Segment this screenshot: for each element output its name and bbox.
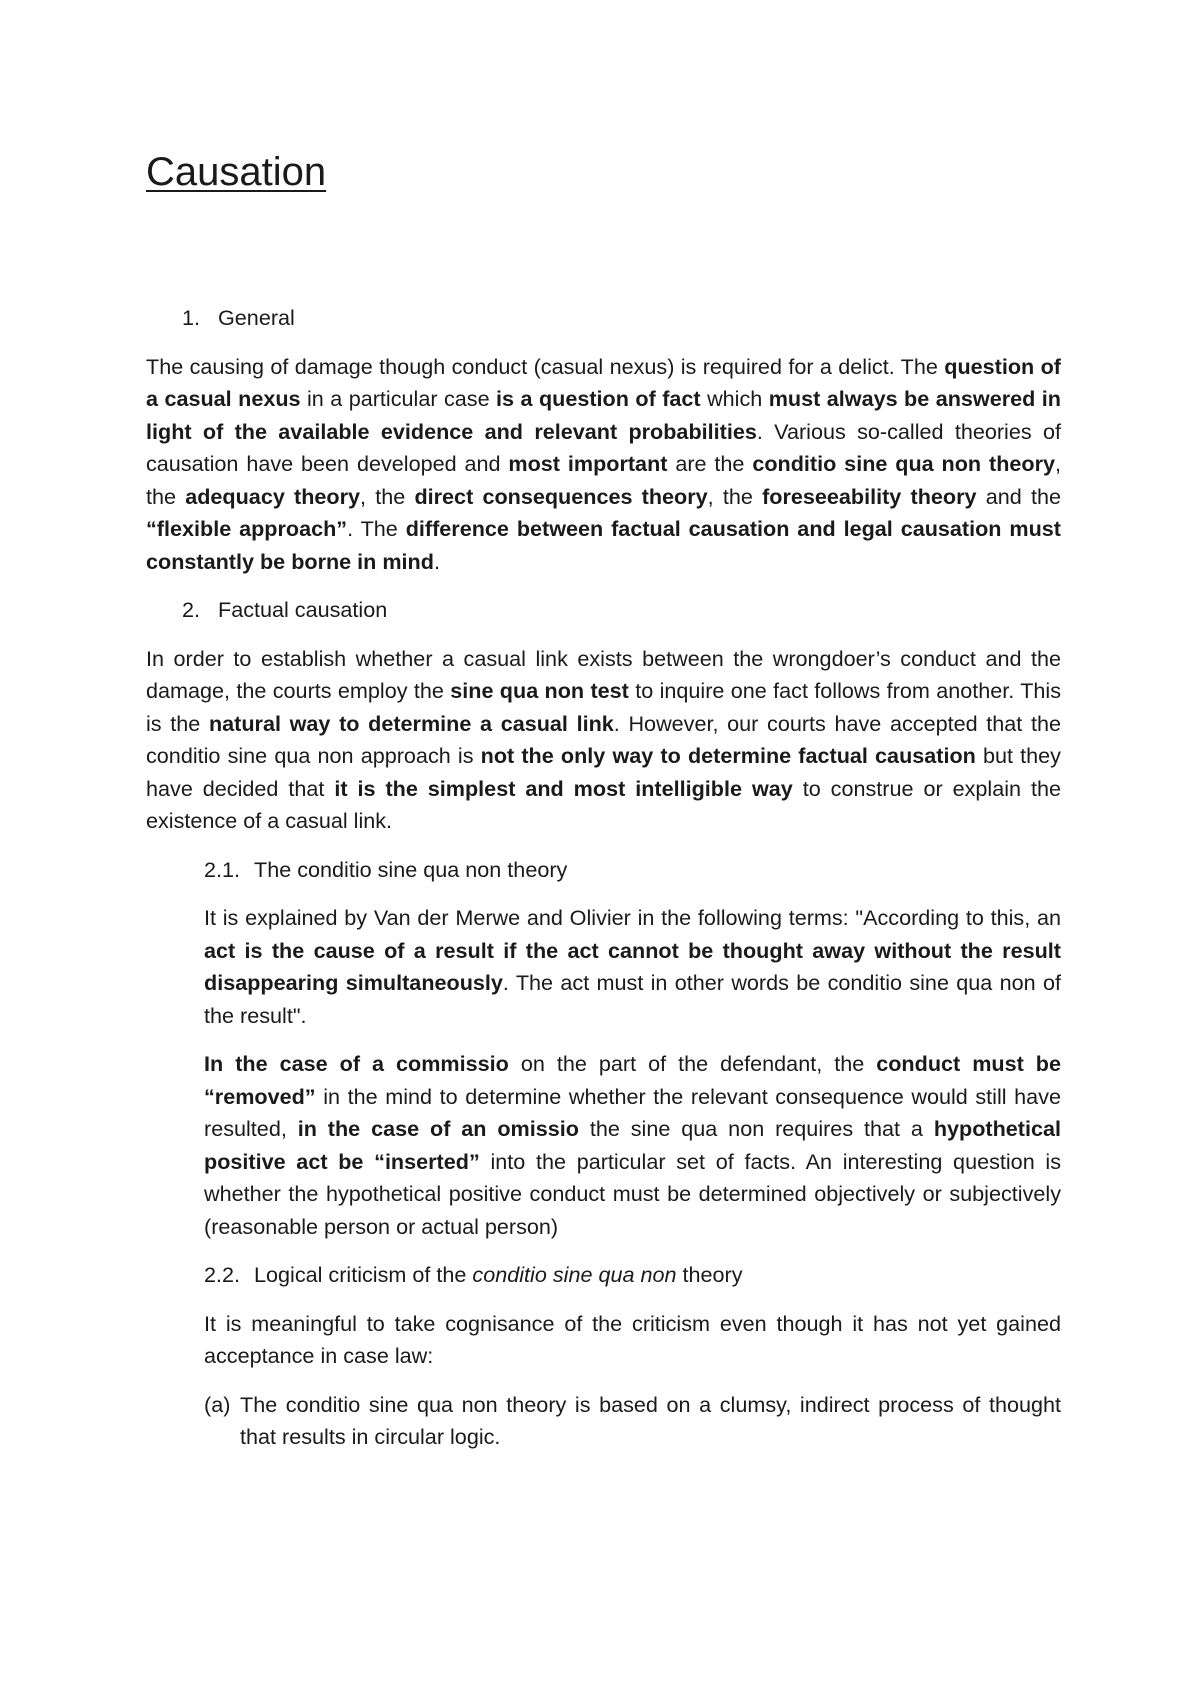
paragraph-criticism-intro: It is meaningful to take cognisance of the criticism even though it has not yet gained acceptance in case law: (204, 1310, 1061, 1368)
section-label: General (218, 305, 295, 330)
paragraph-factual-causation: In order to establish whether a casual link exists between the wrongdoer’s conduct and the damage, the courts employ the sine qua non test to inquire one fact follows from another. This is the natural way to determine a casual link. However, our courts have accepted that the conditio sine qua non approach is not the only way to determine factual causation but they have decided that it is the simplest and most intelligible way to construe or explain the existence of a casual link. (146, 645, 1061, 833)
subsection-heading-conditio (146, 854, 1061, 887)
paragraph-van-der-merwe: It is explained by Van der Merwe and Olivier in the following terms: "According to this, an act is the cause of a result if the act cannot be thought away without the result disappearing simultaneously. The act must in other words be conditio sine qua non of the result". (204, 905, 1061, 1028)
section-heading-general (146, 302, 1061, 335)
list-item-label: (a) (204, 1391, 231, 1417)
document-body (146, 302, 1061, 1454)
section-label: Factual causation (218, 597, 388, 622)
paragraph-general: The causing of damage though conduct (casual nexus) is required for a delict. The question of a casual nexus in a particular case is a question of fact which must always be answered in light of the available evidence and relevant probabilities. Various so-called theories of causation have been developed and most important are the conditio sine qua non theory, the adequacy theory, the direct consequences theory, the foreseeability theory and the “flexible approach”. The difference between factual causation and legal causation must constantly be borne in mind. (146, 353, 1061, 574)
section-number: 2. (182, 597, 201, 622)
subsection-heading-logical-criticism (146, 1259, 1061, 1292)
list-item-text: The conditio sine qua non theory is based on a clumsy, indirect process of thought that results in circular logic. (240, 1391, 1061, 1449)
section-label: The conditio sine qua non theory (254, 856, 568, 882)
section-label: Logical criticism of the conditio sine qua non theory (254, 1262, 743, 1287)
page-title: Causation (146, 150, 327, 194)
section-heading-factual-causation (146, 594, 1061, 627)
section-number: 1. (182, 305, 201, 330)
paragraph-commissio-omissio: In the case of a commissio on the part of the defendant, the conduct must be “removed” in the mind to determine whether the relevant consequence would still have resulted, in the case of an omissio the sine qua non requires that a hypothetical positive act be “inserted” into the particular set of facts. An interesting question is whether the hypothetical positive conduct must be determined objectively or subjectively (reasonable person or actual person) (204, 1051, 1062, 1239)
section-number: 2.2. (204, 1262, 241, 1287)
section-number: 2.1. (204, 856, 241, 882)
list-item (204, 1389, 1061, 1454)
